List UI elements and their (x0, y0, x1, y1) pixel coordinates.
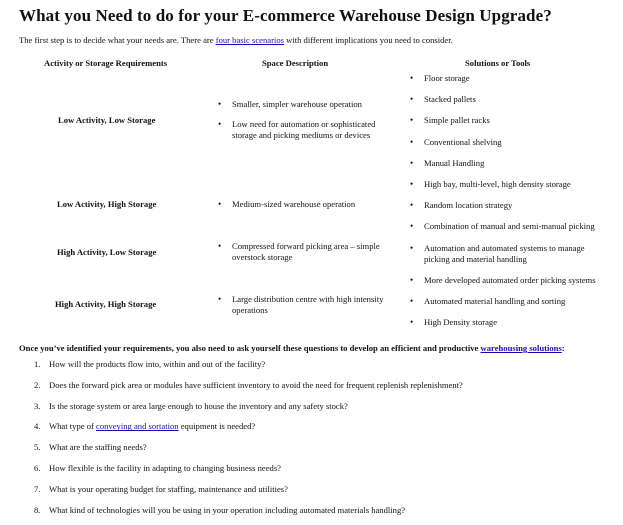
list-item: • Conventional shelving (410, 137, 610, 148)
four-basic-scenarios-link[interactable]: four basic scenarios (215, 35, 284, 45)
list-item: • Stacked pallets (410, 94, 610, 105)
header-space: Space Description (262, 58, 329, 68)
warehousing-solutions-link[interactable]: warehousing solutions (480, 343, 562, 353)
question-text: How will the products flow into, within and out of the facility? (49, 359, 266, 369)
list-item: • Large distribution centre with high intensity operations (218, 294, 393, 316)
question-text-end: equipment is needed? (178, 421, 256, 432)
list-item: • More developed automated order picking systems (410, 275, 610, 286)
list-item: • Random location strategy (410, 200, 610, 211)
list-item: • Automated material handling and sorting (410, 296, 610, 307)
list-item: • Low need for automation or sophisticated storage and picking mediums or devices (218, 119, 393, 141)
list-item: • Combination of manual and semi-manual picking (410, 221, 610, 232)
question-number: 5. (34, 442, 41, 453)
question-text: What is your operating budget for staffing, maintenance and utilities? (49, 483, 288, 494)
list-item: • High bay, multi-level, high density storage (410, 179, 610, 190)
questions-intro-text: Once you’ve identified your requirements, you also need to ask yourself these questions to develop an efficient and productive (19, 343, 481, 353)
question-number: 3. (34, 400, 41, 411)
list-item: • Manual Handling (410, 158, 610, 169)
question-number: 7. (34, 483, 41, 494)
question-item (34, 463, 604, 474)
question-item (34, 484, 604, 495)
question-number: 8. (34, 504, 41, 515)
question-text: What type of (49, 421, 97, 432)
header-activity: Activity or Storage Requirements (44, 58, 168, 68)
space-list-low-low (218, 99, 393, 150)
list-item: • Smaller, simpler warehouse operation (218, 99, 393, 110)
page-title: What you Need to do for your E-commerce Warehouse Design Upgrade? (19, 6, 552, 25)
activity-low-high: Low Activity, High Storage (57, 199, 157, 209)
questions-intro (19, 343, 565, 353)
question-item (34, 401, 604, 412)
intro-text-end: with different implications you need to consider. (283, 35, 453, 45)
list-item: • Simple pallet racks (410, 115, 610, 126)
intro-text: The first step is to decide what your needs are. There are (19, 35, 216, 45)
question-text: What kind of technologies will you be using in your operation including automated materials handling? (49, 504, 406, 515)
question-item (34, 359, 604, 370)
list-item: • Automation and automated systems to manage picking and material handling (410, 243, 610, 265)
questions-intro-end: : (561, 343, 565, 353)
conveying-and-sortation-link[interactable]: conveying and sortation (96, 421, 179, 432)
intro-paragraph (19, 35, 453, 45)
space-list-high-high (218, 294, 393, 325)
question-text: How flexible is the facility in adapting to changing business needs? (49, 462, 281, 473)
space-list-low-high (218, 199, 393, 219)
list-item: • Floor storage (410, 73, 610, 84)
question-item (34, 421, 604, 432)
question-number: 1. (34, 359, 41, 369)
activity-high-high: High Activity, High Storage (55, 299, 157, 309)
list-item: • Compressed forward picking area – simple overstock storage (218, 241, 393, 263)
question-text: Does the forward pick area or modules have sufficient inventory to avoid the need for frequent replenish replenishment? (49, 379, 463, 390)
question-item (34, 505, 604, 516)
question-text: What are the staffing needs? (49, 442, 147, 453)
activity-high-low: High Activity, Low Storage (57, 247, 157, 257)
question-number: 6. (34, 462, 41, 473)
question-item (34, 442, 604, 453)
question-number: 2. (34, 379, 41, 390)
question-number: 4. (34, 421, 41, 432)
activity-low-low: Low Activity, Low Storage (58, 115, 156, 125)
list-item: • High Density storage (410, 317, 610, 328)
header-solutions: Solutions or Tools (465, 58, 531, 68)
questions-list (34, 359, 604, 525)
list-item: • Medium-sized warehouse operation (218, 199, 393, 210)
solutions-list (410, 73, 610, 338)
question-text: Is the storage system or area large enough to house the inventory and any safety stock? (49, 400, 348, 411)
space-list-high-low (218, 241, 393, 272)
question-item (34, 380, 604, 391)
